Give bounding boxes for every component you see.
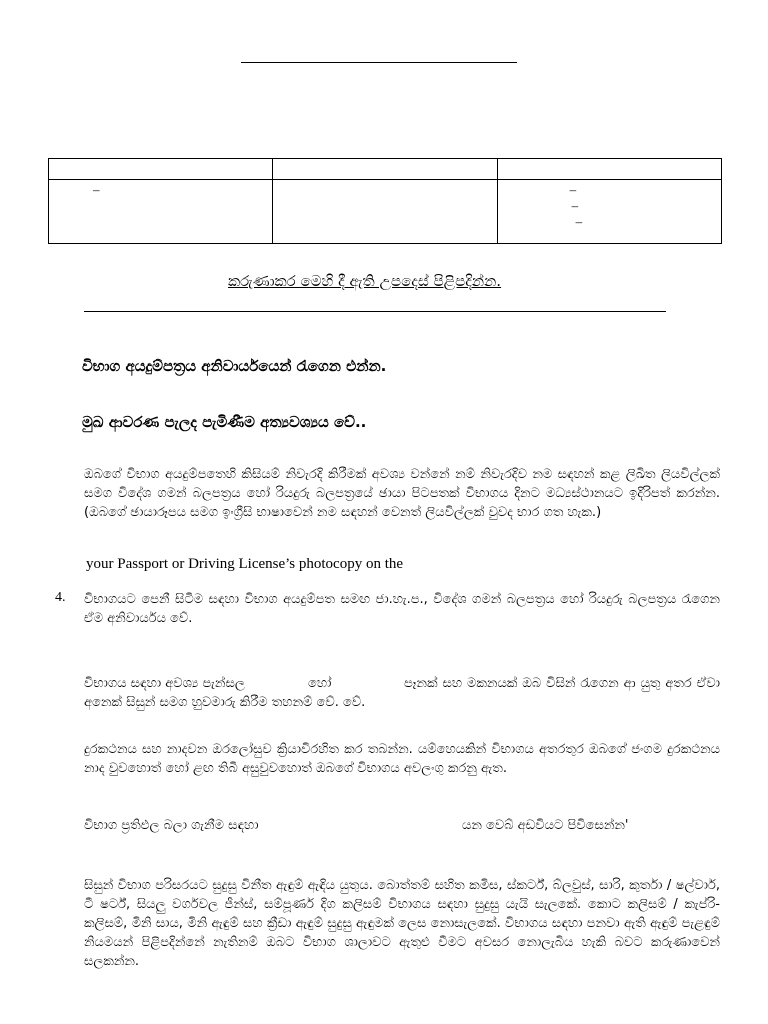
table-header-cell-1 (49, 159, 273, 180)
table-cell-1 (49, 180, 273, 244)
table-cell-2 (273, 180, 497, 244)
dash-mark: – (569, 182, 577, 197)
bold-line-mask: මුඛ ආවරණ පැලද පැමිණීම අත්‍යවශ්‍යය වේ.. (82, 413, 367, 431)
english-line: your Passport or Driving License’s photocopy on the (86, 556, 404, 572)
item-4-text: විභාගයට පෙනී සිටීම සඳහා විභාග අයදුම්පත සමඟ ජා.හැ.ප., විදේශ ගමන් බලපත්‍රය හෝ රියදුරු බලපත්‍රය රැගෙන ඒම අනිවාර්යය වේ. (84, 592, 720, 626)
results-text-part1: විභාග ප්‍රතිඵල බලා ගැනීම සඳහා (84, 818, 259, 833)
section-divider (84, 311, 666, 312)
pencil-text-part1: විභාගය සඳහා අවශ්‍ය පැන්සල (84, 676, 245, 691)
table-header-cell-3 (497, 159, 721, 180)
title-underline (241, 62, 517, 63)
table-header-cell-2 (273, 159, 497, 180)
results-text-part2: යන වෙබ් අඩවියට පිවිසෙන්න' (462, 818, 629, 833)
dash-mark: – (571, 198, 579, 213)
paragraph-dress-code: සිසුන් විභාග පරිසරයට සුදුසු විනීත ඇඳුම් ඇඳිය යුතුය. බොත්තම් සහිත කමිස, ස්කර්ට්, බ්ලවුස්, සාරි, කුර්තා / ෂල්වාර්, ටී ෂර්ට්, සියලු වර්ගවල ජීන්ස්, සම්පූර්ණ දිග කලිසම් විභාගය සඳහා සුදුසු යැයි සැලකේ. කොට කලිසම් / කැප්රි-කලිසම්, මිනි සාය, මිනි ඇඳුම් සහ ක්‍රීඩා ඇඳුම් සුදුසු ඇඳුමක් ලෙස නොසැලකේ. විභාගය සඳහා පනවා ඇති ඇඳුම් පැළඳුම් නියමයන් පිළිපදින්නේ නැතිනම් ඔබට විභාග ශාලාවට ඇතුළු වීමට අවසර නොලැබිය හැකි බවට කරුණාවෙන් සලකන්න. (84, 878, 720, 969)
paragraph-phone: දුරකථනය සහ නාදවන ඔරලෝසුව ක්‍රියාවිරහිත කර තබන්න. යම්හෙයකින් විභාගය අතරතුර ඔබගේ ජංගම දුරකථනය නාද වුවහොත් හෝ ළඟ තිබී අසුවුවහොත් ඔබගේ විභාගය අවලංගු කරනු ඇත. (84, 742, 720, 776)
instructions-heading: කරුණාකර මෙහි දී ඇති උපදෙස් පිළිපදින්න. (228, 272, 502, 290)
table-header-row (49, 159, 722, 180)
paragraph-name-change: ඔබගේ විභාග අයදුම්පතෙහි කිසියම් නිවැරදි කිරීමක් අවශ්‍ය වන්නේ නම් නිවැරදිව නම සඳහන් කළ ලිඛිත ලියවිල්ලක් සමග විදේශ ගමන් බලපත්‍රය හෝ රියදුරු බලපත්‍රයේ ඡායා පිටපතක් විභාගය දිනට මධ්‍යස්ථානයට ඉදිරිපත් කරන්න. (ඔබගේ ඡායාරූපය සමග ඉංග්‍රීසි භාෂාවෙන් නම සඳහන් වෙනත් ලියවිල්ලක් වුවද භාර ගත හැක.) (84, 467, 720, 520)
table-row (49, 180, 722, 244)
pencil-text-part2: හෝ (308, 676, 332, 691)
bold-line-admission: විභාග අයදුම්පත්‍රය අනිවාර්යයෙන් රැගෙන එන්න. (82, 357, 387, 375)
dash-mark: – (93, 182, 100, 197)
table-cell-3 (497, 180, 721, 244)
dash-mark: – (575, 214, 583, 229)
item-number: 4. (55, 590, 66, 605)
paragraph-pencil-cont: පෑනක් සහ මකනයක් ඔබ විසින් රැගෙන ආ යුතු අතර ඒවා අනෙක් සිසුන් සමග හුවමාරු කිරීම තහනම් වේ. වේ. (84, 676, 720, 710)
exam-info-table (48, 158, 722, 244)
